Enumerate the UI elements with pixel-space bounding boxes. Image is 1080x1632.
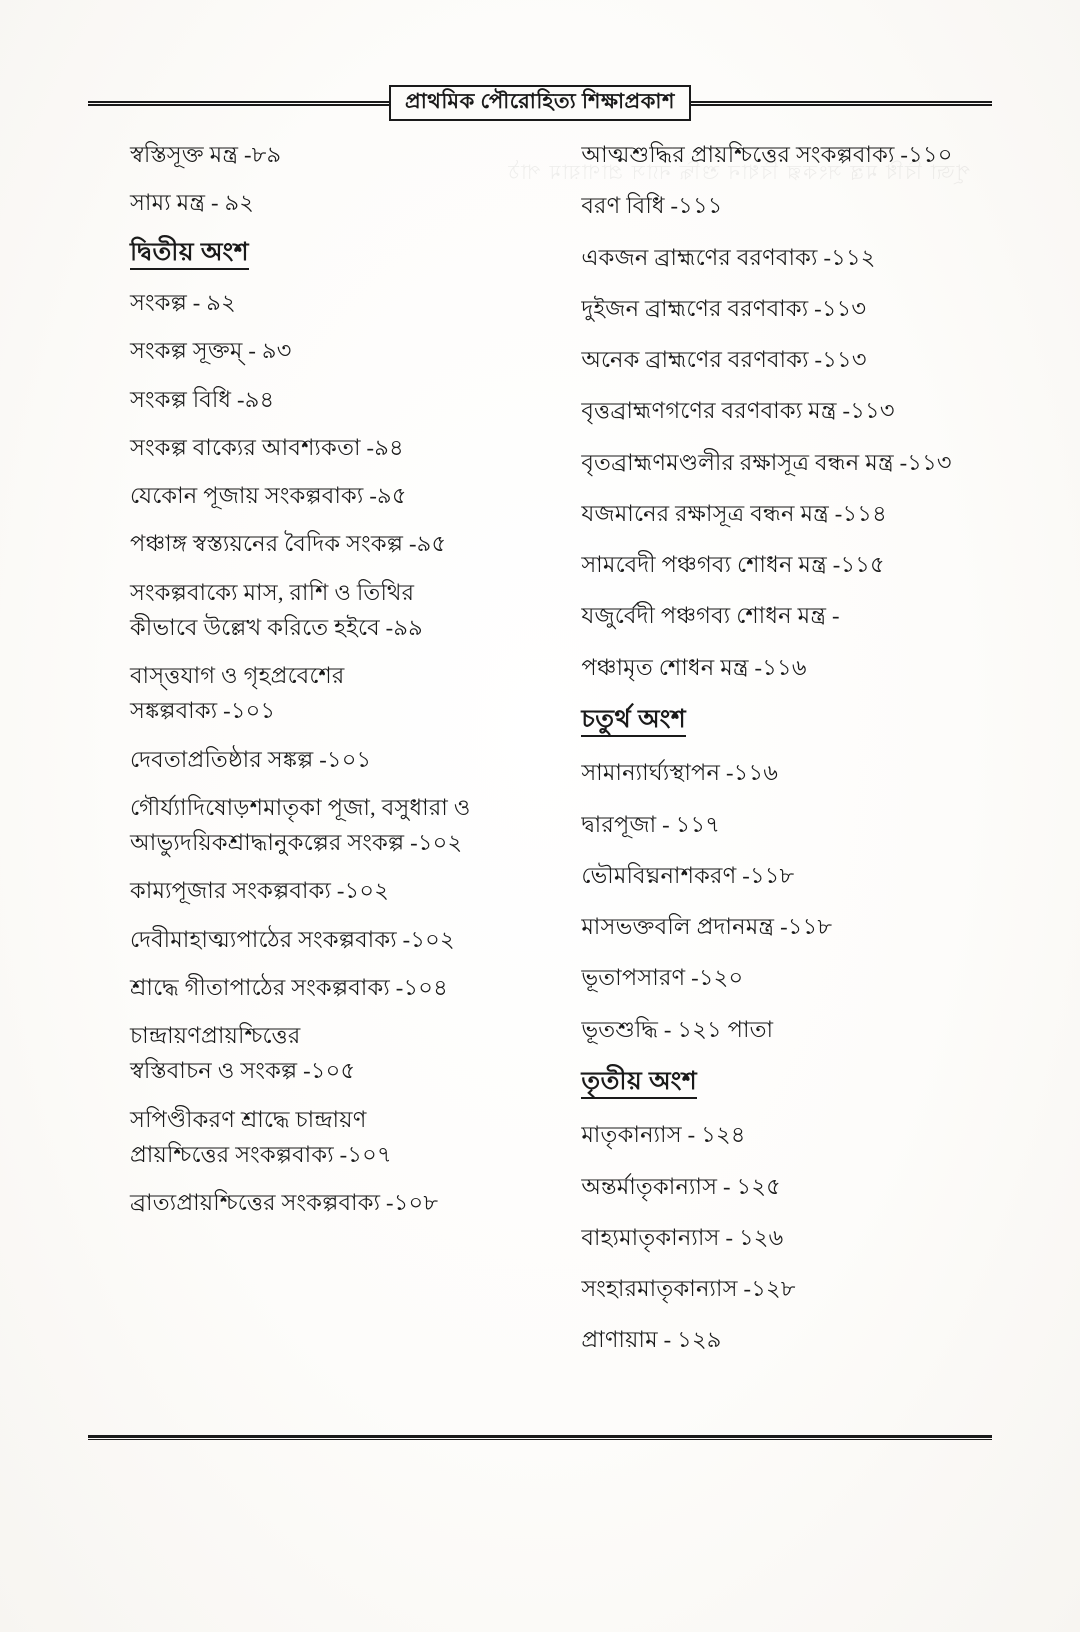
toc-entry: যজুর্বেদী পঞ্চগব্য শোধন মন্ত্র - [581,603,840,629]
toc-entry: কাম্যপূজার সংকল্পবাক্য -১০২ [130,878,390,904]
toc-entry: ভৌমবিঘ্ননাশকরণ -১১৮ [581,862,795,888]
toc-entry: যেকোন পূজায় সংকল্পবাক্য -৯৫ [130,483,407,508]
toc-entry: আভ্যুদয়িকশ্রাদ্ধানুকল্পের সংকল্প -১০২ [130,830,463,855]
toc-entry: বাহ্যমাতৃকান্যাস - ১২৬ [581,1224,784,1250]
toc-entry: দুইজন ব্রাহ্মণের বরণবাক্য -১১৩ [581,295,867,321]
toc-entry: সংকল্প বাক্যের আবশ্যকতা -৯৪ [130,434,404,460]
toc-entry: ভূতশুদ্ধি - ১২১ পাতা [581,1016,774,1042]
toc-entry: ব্রাত্যপ্রায়শ্চিত্তের সংকল্পবাক্য -১০৮ [130,1190,439,1215]
toc-entry: পঞ্চাঙ্গ স্বস্ত্যয়নের বৈদিক সংকল্প -৯৫ [130,531,447,557]
toc-section-heading: তৃতীয় অংশ [581,1066,697,1099]
toc-entry: সাম্য মন্ত্র - ৯২ [130,190,255,216]
toc-entry: সপিণ্ডীকরণ শ্রাদ্ধে চান্দ্রায়ণ [130,1106,367,1132]
toc-left-column [92,140,531,1422]
toc-entry: শ্রাদ্ধে গীতাপাঠের সংকল্পবাক্য -১০৪ [130,974,448,1000]
toc-entry: মাতৃকান্যাস - ১২৪ [581,1122,746,1148]
toc-entry: স্বস্তিবাচন ও সংকল্প -১০৫ [130,1058,356,1084]
running-title: প্রাথমিক পৌরোহিত্য শিক্ষাপ্রকাশ [389,85,691,120]
toc-entry: সামবেদী পঞ্চগব্য শোধন মন্ত্র -১১৫ [581,552,885,577]
toc-entry: পঞ্চামৃত শোধন মন্ত্র -১১৬ [581,654,807,680]
toc-entry: সংকল্প বিধি -৯৪ [130,386,275,412]
toc-entry: বৃত্তব্রাহ্মণগণের বরণবাক্য মন্ত্র -১১৩ [581,398,895,424]
toc-section-heading: দ্বিতীয় অংশ [130,237,249,270]
toc-entry: গৌর্য্যাদিষোড়শমাতৃকা পূজা, বসুধারা ও [130,794,471,820]
toc-entry: কীভাবে উল্লেখ করিতে হইবে -৯৯ [130,614,423,640]
toc-entry: সঙ্কল্পবাক্য -১০১ [130,698,276,724]
toc-entry: দেবতাপ্রতিষ্ঠার সঙ্কল্প -১০১ [130,746,372,772]
toc-entry: সংহারমাতৃকান্যাস -১২৮ [581,1276,796,1301]
toc-entry: অন্তর্মাতৃকান্যাস - ১২৫ [581,1173,781,1199]
toc-entry: সংকল্প - ৯২ [130,290,236,315]
toc-right-column [561,140,1000,1422]
toc-entry: ভূতাপসারণ -১২০ [581,965,744,991]
toc-entry: বরণ বিধি -১১১ [581,193,723,219]
toc-entry: সংকল্প সূক্তম্ - ৯৩ [130,338,292,364]
running-header [88,86,992,120]
toc-entry: আত্মশুদ্ধির প্রায়শ্চিত্তের সংকল্পবাক্য -১১০ [581,142,953,167]
footer-rule [88,1435,992,1440]
toc-entry: দেবীমাহাত্ম্যপাঠের সংকল্পবাক্য -১০২ [130,926,455,952]
toc-entry: দ্বারপূজা - ১১৭ [581,811,721,837]
toc-entry: যজমানের রক্ষাসূত্র বন্ধন মন্ত্র -১১৪ [581,500,887,526]
toc-entry: বাস্ত্তযাগ ও গৃহপ্রবেশের [130,663,345,688]
header-rule-left [88,101,389,106]
toc-entry: অনেক ব্রাহ্মণের বরণবাক্য -১১৩ [581,347,867,372]
toc-entry: প্রাণায়াম - ১২৯ [581,1327,722,1353]
toc-entry: চান্দ্রায়ণপ্রায়শ্চিত্তের [130,1023,301,1048]
toc-section-heading: চতুর্থ অংশ [581,704,686,737]
toc-entry: সংকল্পবাক্যে মাস, রাশি ও তিথির [130,579,415,605]
toc-columns [92,140,1000,1422]
toc-entry: সামান্যার্ঘ্যস্থাপন -১১৬ [581,760,779,786]
toc-entry: প্রায়শ্চিত্তের সংকল্পবাক্য -১০৭ [130,1141,392,1167]
toc-entry: মাসভক্তবলি প্রদানমন্ত্র -১১৮ [581,914,833,939]
toc-entry: স্বস্তিসূক্ত মন্ত্র -৮৯ [130,142,282,167]
header-rule-right [691,101,992,106]
toc-entry: একজন ব্রাহ্মণের বরণবাক্য -১১২ [581,244,876,270]
toc-entry: বৃতব্রাহ্মণমণ্ডলীর রক্ষাসূত্র বন্ধন মন্ত্র -১১৩ [581,449,952,475]
